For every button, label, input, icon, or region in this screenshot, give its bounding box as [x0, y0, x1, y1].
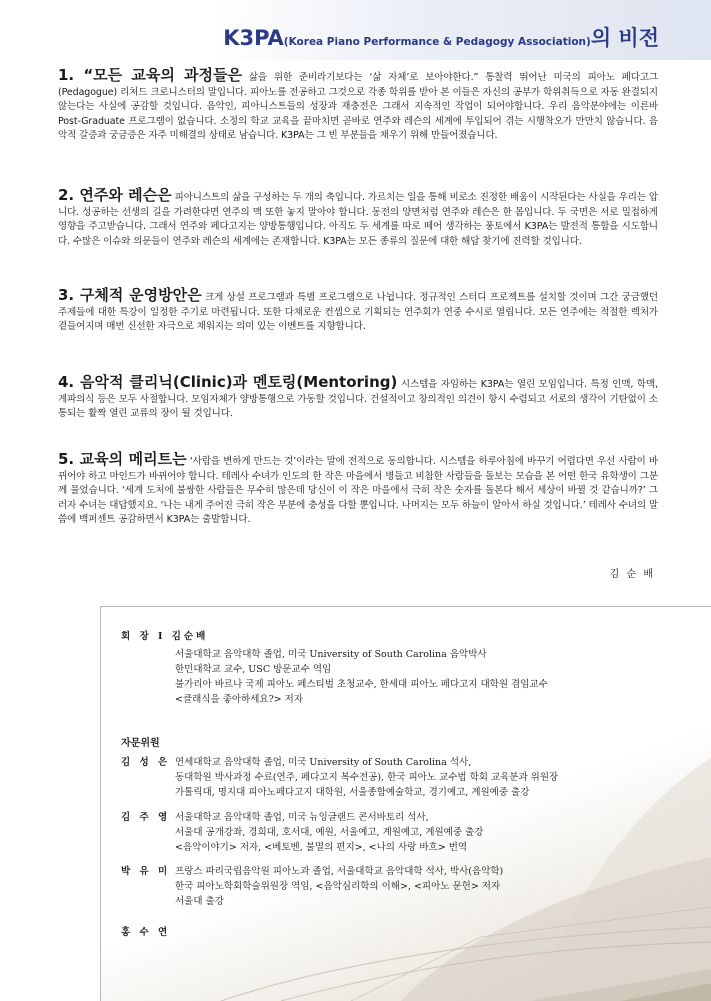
advisor-lines: [175, 755, 681, 800]
title-suffix: 의 비전: [590, 26, 659, 50]
section-1-heading: 1. “모든 교육의 과정들은: [58, 66, 242, 84]
advisor-line: 연세대학교 음악대학 졸업, 미국 University of South Carolina 석사,: [175, 757, 472, 768]
advisor-line: <음악이야기> 저자, <베토벤, 불멸의 편지>, <나의 사랑 바흐> 번역: [175, 842, 468, 853]
advisor-line: 서울대 출강: [175, 896, 224, 907]
advisor-line: 가톨릭대, 명지대 피아노페다고지 대학원, 서울종합예술학교, 경기예고, 계원예중 출강: [175, 787, 530, 798]
advisor-line: 한국 피아노학회학술위원장 역임, <음악심리학의 이해>, <피아노 문헌> 저자: [175, 881, 501, 892]
section-3: [58, 288, 658, 335]
section-5-heading: 5. 교육의 메리트는: [58, 450, 187, 468]
signature: 김 순 배: [609, 569, 655, 580]
title-sub: (Korea Piano Performance & Pedagogy Association): [283, 36, 591, 48]
section-1-body: 삶을 위한 준비라기보다는 ‘삶 자체’로 보아야한다.” 통찰력 뛰어난 미국의 피아노 페다고그(Pedagogue) 리처드 크로니스터의 말입니다. 피아노를 전공하고 그것으로 각종 학위를 받아 본 이들은 자신의 공부가 학위취득으로 자동 완결되지 않는다는 사실에 공감할 것입니다. 음악인, 피아니스트들의 성장과 재충전은 그래서 지속적인 작업이 되어야합니다. 우리 음악분야에는 이른바 Post-Graduate 프로그램이 없습니다. 소정의 학교 교육을 끝마치면 곧바로 연주와 레슨의 세계에 투입되어 겪는 시행착오가 만만치 않습니다. 음악적 갈증과 궁금증은 자주 미해결의 상태로 남습니다. K3PA는 그 빈 부분들을 채우기 위해 만들어졌습니다.: [58, 72, 658, 142]
chair-profile: [121, 629, 681, 707]
section-5-body: ‘사람을 변하게 만드는 것’이라는 말에 전적으로 동의합니다. 시스템을 하루아침에 바꾸기 어렵다면 우선 사람이 바뀌어야 하고 마인드가 바뀌어야 합니다. 테레사 수녀가 인도의 한 작은 마을에서 병들고 비참한 사람들을 돌보는 모습을 본 어떤 한국 유학생이 그분께 물었습니다. ‘세계 도처에 불쌍한 사람들은 무수히 많은데 당신이 이 작은 마을에서 극히 작은 숫자를 돌본다 해서 세상이 바뀔 것 같습니까?’ 그러자 수녀는 대답했지요. ‘나는 내게 주어진 극히 작은 부분에 충성을 다할 뿐입니다. 나머지는 모두 하늘이 알아서 하실 것입니다.’ 테레사 수녀의 말씀에 백퍼센트 공감하면서 K3PA는 출발합니다.: [58, 456, 659, 526]
section-4: [58, 375, 658, 422]
section-2-body: 피아니스트의 삶을 구성하는 두 개의 축입니다. 가르치는 일을 통해 비로소 진정한 배움이 시작된다는 사실을 우리는 압니다. 성공하는 선생의 길을 가려한다면 연주의 맥 또한 놓지 말아야 합니다. 동전의 양면처럼 연주와 레슨은 한 몸입니다. 두 국면은 서로 밀접하게 영향을 주고받습니다. 그래서 연주와 페다고지는 양방통행입니다. 아직도 두 세계를 따로 떼어 생각하는 풍토에서 K3PA는 발전적 통합을 시도합니다. 수많은 이슈와 의문들이 연주와 레슨의 세계에는 존재합니다. K3PA는 모든 종류의 질문에 대한 해답 찾기에 진력할 것입니다.: [58, 192, 658, 247]
advisor-profile: [121, 864, 681, 909]
section-3-heading: 3. 구체적 운영방안은: [58, 286, 202, 304]
profile-box: [100, 606, 711, 1001]
chair-lines: [175, 629, 681, 707]
chair-line: 불가리아 바르나 국제 피아노 페스티벌 초청교수, 한세대 피아노 페다고지 대학원 겸임교수: [175, 679, 548, 690]
section-4-heading: 4. 음악적 클리닉(Clinic)과 멘토링(Mentoring): [58, 373, 398, 391]
section-1: [58, 68, 658, 144]
section-2: [58, 188, 658, 249]
section-2-heading: 2. 연주와 레슨은: [58, 186, 172, 204]
advisor-line: 서울대학교 음악대학 졸업, 미국 뉴잉글랜드 콘서바토리 석사,: [175, 812, 429, 823]
chair-line: 서울대학교 음악대학 졸업, 미국 University of South Carolina 음악박사: [175, 649, 487, 660]
advisor-profile: [121, 755, 681, 800]
advisor-profile: [121, 810, 681, 855]
advisor-lines: [175, 810, 681, 855]
advisor-name: 김 주 영: [121, 812, 171, 823]
advisor-line: 프랑스 파리국립음악원 피아노과 졸업, 서울대학교 음악대학 석사, 박사(음악학): [175, 866, 504, 877]
advisors-heading: 자문위원: [121, 738, 160, 749]
section-4-body: 시스템을 자임하는 K3PA는 열린 모임입니다. 특정 인맥, 학맥, 계파의식 등은 모두 사절합니다. 모임자체가 양방통행으로 가동할 것입니다. 건설적이고 창의적인 의견이 항시 수렴되고 서로의 생각이 기탄없이 소통되는 활짝 열린 교류의 장이 될 것입니다.: [58, 379, 658, 420]
chair-label: 회 장 I 김순배: [121, 631, 209, 642]
title-main: K3PA: [223, 26, 284, 50]
section-3-body: 크게 상설 프로그램과 특별 프로그램으로 나뉩니다. 정규적인 스터디 프로젝트를 설치할 것이며 그간 궁금했던 주제들에 대한 특강이 일정한 주기로 마련됩니다. 또한 다채로운 컨셉으로 기획되는 연주회가 연중 수시로 열립니다. 모든 연주에는 적절한 렉처가 곁들여지며 매번 신선한 자극으로 채워지는 의미 있는 이벤트를 지향합니다.: [58, 292, 658, 333]
advisor-line: 동대학원 박사과정 수료(연주, 페다고지 복수전공), 한국 피아노 교수법 학회 교육분과 위원장: [175, 772, 559, 783]
page-title: [223, 22, 659, 52]
advisor-line: 서울대 공개강좌, 경희대, 호서대, 예원, 서울예고, 계원예고, 계원예중 출강: [175, 827, 484, 838]
section-5: [58, 452, 658, 528]
advisor-name: 김 성 은: [121, 757, 171, 768]
chair-line: 한민대학교 교수, USC 방문교수 역임: [175, 664, 332, 675]
advisor-lines: [175, 864, 681, 909]
advisor-name: 홍 수 연: [121, 927, 171, 938]
advisor-name: 박 유 미: [121, 866, 171, 877]
chair-line: <클래식을 좋아하세요?> 저자: [175, 694, 304, 705]
